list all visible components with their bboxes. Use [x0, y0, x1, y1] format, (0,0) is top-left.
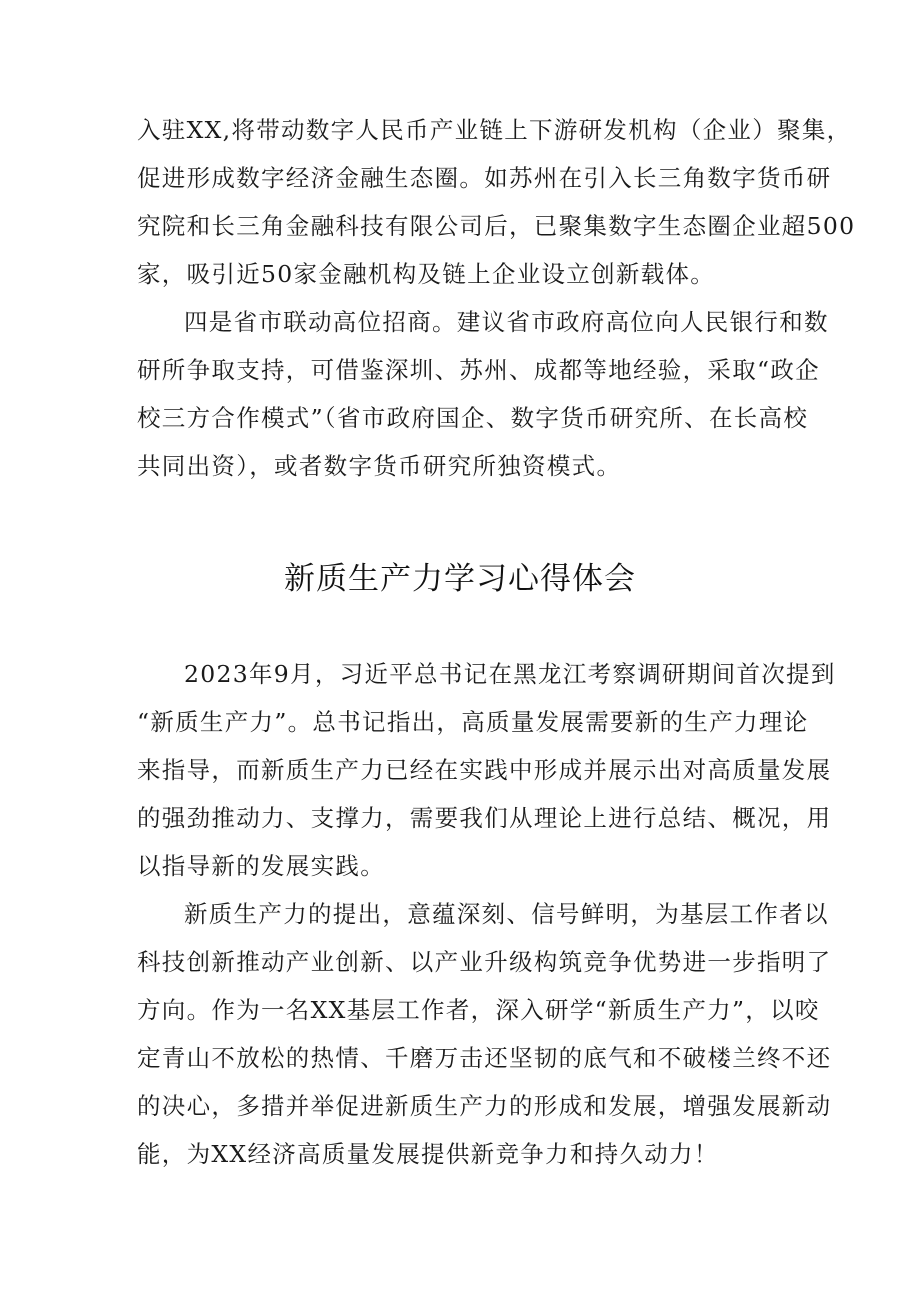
prev-p1-line-2: 促进形成数字经济金融生态圈。如苏州在引入长三角数字货币研: [137, 164, 832, 192]
article-p1-line-4: 的强劲推动力、支撑力，需要我们从理论上进行总结、概况，用: [137, 804, 832, 832]
article-title: 新质生产力学习心得体会: [284, 561, 636, 597]
article-p2-line-2: 科技创新推动产业创新、以产业升级构筑竞争优势进一步指明了: [137, 948, 832, 976]
article-p1-line-2: “新质生产力”。总书记指出，高质量发展需要新的生产力理论: [137, 708, 809, 736]
article-p2-line-3: 方向。作为一名XX基层工作者，深入研学“新质生产力”，以咬: [137, 996, 820, 1024]
prev-p2-line-1: 四是省市联动高位招商。建议省市政府高位向人民银行和数: [184, 308, 829, 336]
prev-p1-line-4: 家，吸引近50家金融机构及链上企业设立创新载体。: [137, 260, 716, 288]
article-p2-line-4: 定青山不放松的热情、千磨万击还坚韧的底气和不破楼兰终不还: [137, 1044, 832, 1072]
article-p2-line-5: 的决心，多措并举促进新质生产力的形成和发展，增强发展新动: [137, 1092, 832, 1120]
article-p2-line-1: 新质生产力的提出，意蕴深刻、信号鲜明，为基层工作者以: [184, 900, 829, 928]
prev-p2-line-3: 校三方合作模式”（省市政府国企、数字货币研究所、在长高校: [137, 404, 809, 432]
prev-p1-line-3: 究院和长三角金融科技有限公司后，已聚集数字生态圈企业超500: [137, 212, 856, 240]
prev-p2-line-2: 研所争取支持，可借鉴深圳、苏州、成都等地经验，采取“政企: [137, 356, 820, 384]
prev-p2-line-4: 共同出资），或者数字货币研究所独资模式。: [137, 452, 622, 480]
article-p2-line-6: 能，为XX经济高质量发展提供新竞争力和持久动力！: [137, 1140, 719, 1168]
article-p1-line-5: 以指导新的发展实践。: [137, 852, 385, 880]
article-p1-line-1: 2023年9月，习近平总书记在黑龙江考察调研期间首次提到: [184, 660, 836, 688]
article-p1-line-3: 来指导，而新质生产力已经在实践中形成并展示出对高质量发展: [137, 756, 832, 784]
prev-p1-line-1: 入驻XX,将带动数字人民币产业链上下游研发机构（企业）聚集，: [137, 116, 852, 144]
